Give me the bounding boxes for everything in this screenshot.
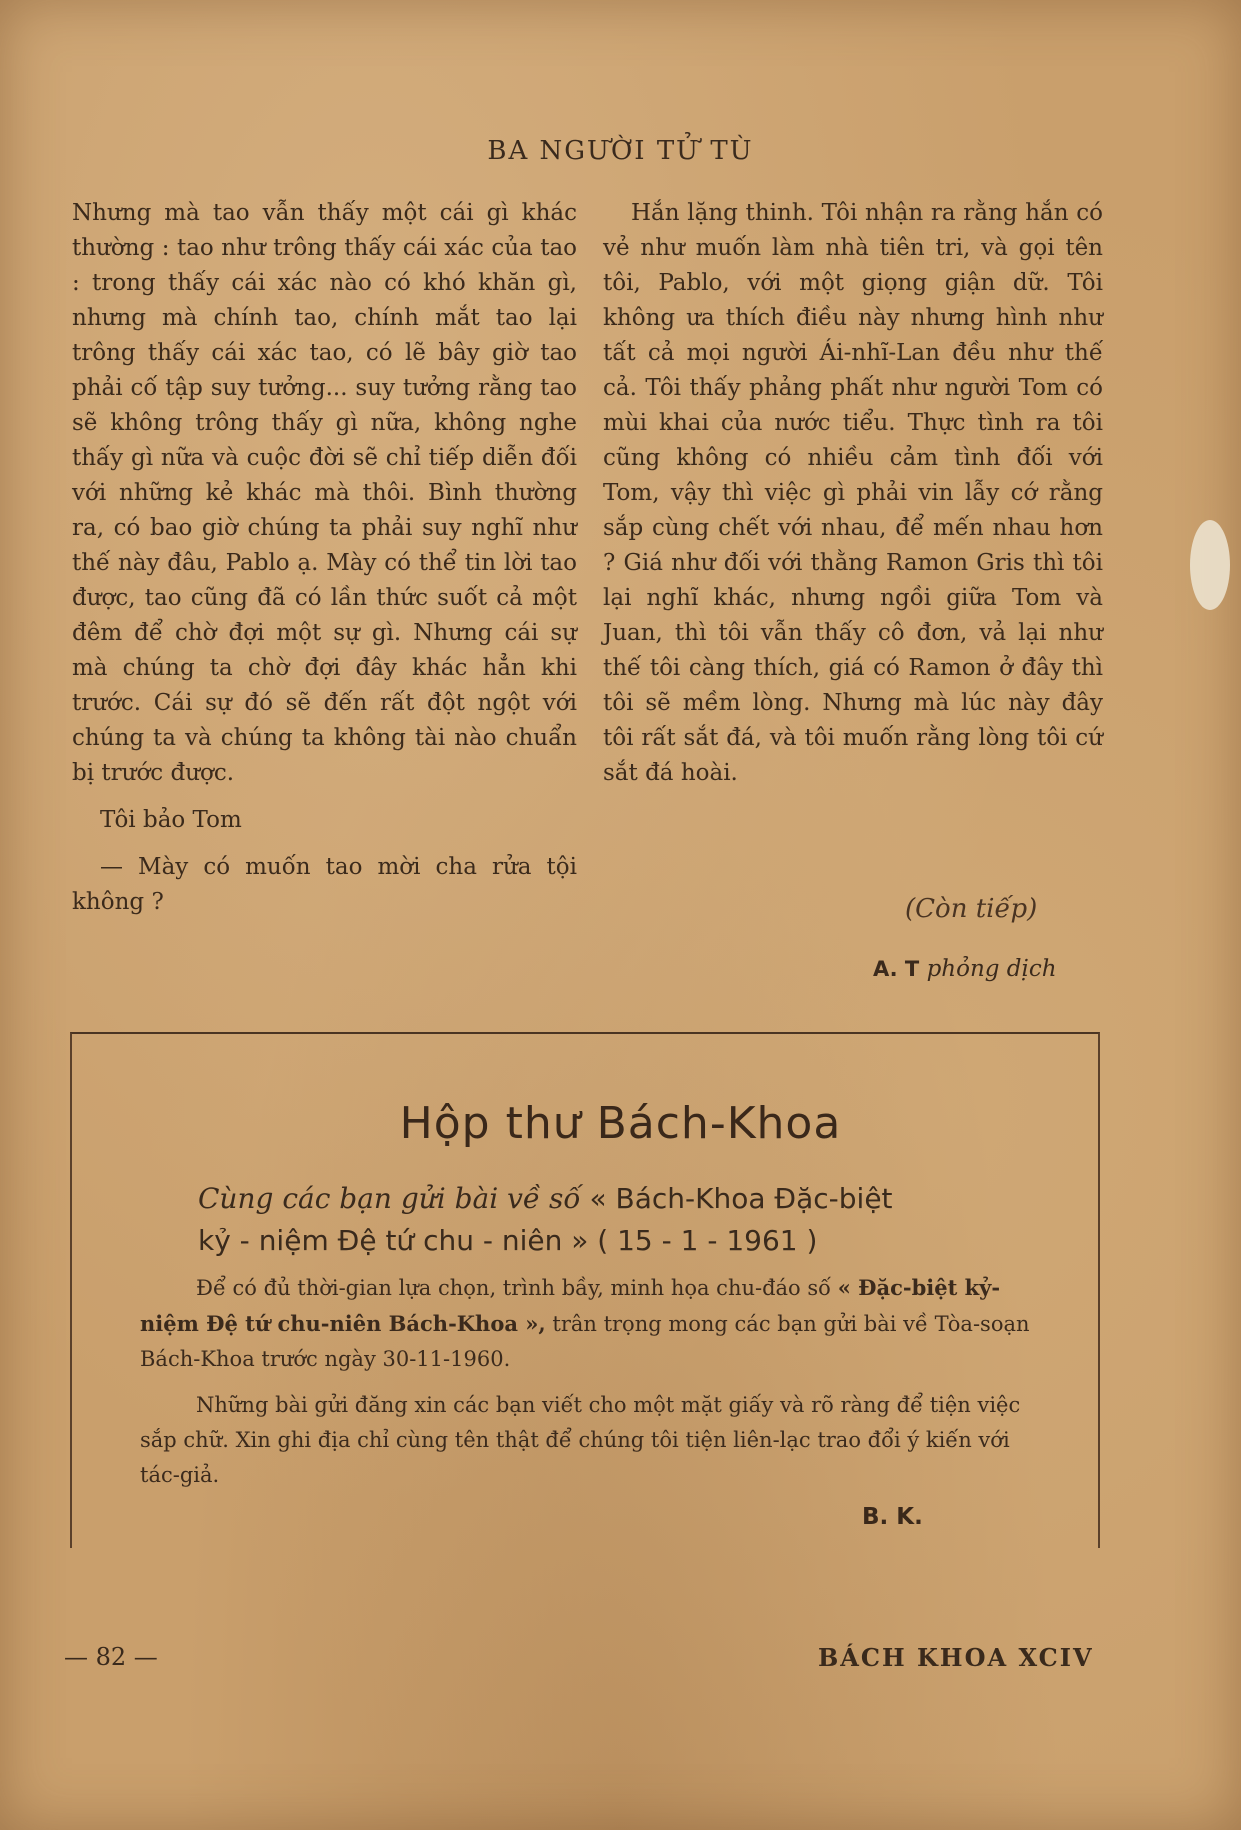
translator-role: phỏng dịch [926, 956, 1057, 982]
article-right-column [603, 196, 1103, 791]
translator-credit [873, 956, 1057, 982]
translator-initials: A. T [873, 957, 920, 981]
article-paragraph: — Mày có muốn tao mời cha rửa tội không ? [72, 854, 577, 915]
page-number: — 82 — [64, 1643, 158, 1671]
mailbox-paragraph-1: Để có đủ thời-gian lựa chọn, trình bầy, minh họa chu-đáo số « Đặc-biệt kỷ-niệm Đệ tứ chu-niên Bách-Khoa », trân trọng mong các bạn gửi bài về Tòa-soạn Bách-Khoa trước ngày 30-11-1960. [140, 1275, 1030, 1371]
mailbox-subtitle-intro: Cùng các bạn gửi bài về số [198, 1182, 581, 1215]
article-paragraph: Tôi bảo Tom [100, 807, 242, 833]
mailbox-subtitle [198, 1178, 998, 1262]
to-be-continued: (Còn tiếp) [905, 894, 1038, 924]
mailbox-paragraph-2: Những bài gửi đăng xin các bạn viết cho một mặt giấy và rõ ràng để tiện việc sắp chữ. Xin ghi địa chỉ cùng tên thật để chúng tôi tiện liên-lạc trao đổi ý kiến với tác-giả. [140, 1393, 1021, 1487]
running-title: BA NGƯỜI TỬ TÙ [487, 136, 754, 166]
mailbox-signature: B. K. [862, 1504, 923, 1530]
mailbox-subtitle-issue: « Bách-Khoa Đặc-biệt [589, 1182, 893, 1215]
article-left-column [72, 196, 577, 920]
article-paragraph: Nhưng mà tao vẫn thấy một cái gì khác thường : tao như trông thấy cái xác của tao : trong thấy cái xác nào có khó khăn gì, nhưng mà chính tao, chính mắt tao lại trông thấy cái xác tao, có lẽ bây giờ tao phải cố tập suy tưởng... suy tưởng rằng tao sẽ không trông thấy gì nữa, không nghe thấy gì nữa và cuộc đời sẽ chỉ tiếp diễn đối với những kẻ khác mà thôi. Bình thường ra, có bao giờ chúng ta phải suy nghĩ như thế này đâu, Pablo ạ. Mày có thể tin lời tao được, tao cũng đã có lần thức suốt cả một đêm để chờ đợi một sự gì. Nhưng cái sự mà chúng ta chờ đợi đây khác hẳn khi trước. Cái sự đó sẽ đến rất đột ngột với chúng ta và chúng ta không tài nào chuẩn bị trước được. [72, 200, 577, 786]
mailbox-subtitle-issue-date: kỷ - niệm Đệ tứ chu - niên » ( 15 - 1 - 1961 ) [198, 1224, 818, 1257]
paper-tear [1190, 520, 1230, 610]
article-paragraph: Hắn lặng thinh. Tôi nhận ra rằng hắn có vẻ như muốn làm nhà tiên tri, và gọi tên tôi, Pablo, với một giọng giận dữ. Tôi không ưa thích điều này nhưng hình như tất cả mọi người Ái-nhĩ-Lan đều như thế cả. Tôi thấy phảng phất như người Tom có mùi khai của nước tiểu. Thực tình ra tôi cũng không có nhiều cảm tình đối với Tom, vậy thì việc gì phải vin lẫy cớ rằng sắp cùng chết với nhau, để mến nhau hơn ? Giá như đối với thằng Ramon Gris thì tôi lại nghĩ khác, nhưng ngồi giữa Tom và Juan, thì tôi vẫn thấy cô đơn, vả lại như thế tôi càng thích, giá có Ramon ở đây thì tôi sẽ mềm lòng. Nhưng mà lúc này đây tôi rất sắt đá, và tôi muốn rằng lòng tôi cứ sắt đá hoài. [603, 200, 1103, 786]
magazine-issue: BÁCH KHOA XCIV [818, 1643, 1094, 1672]
mailbox-title: Hộp thư Bách-Khoa [399, 1098, 842, 1149]
